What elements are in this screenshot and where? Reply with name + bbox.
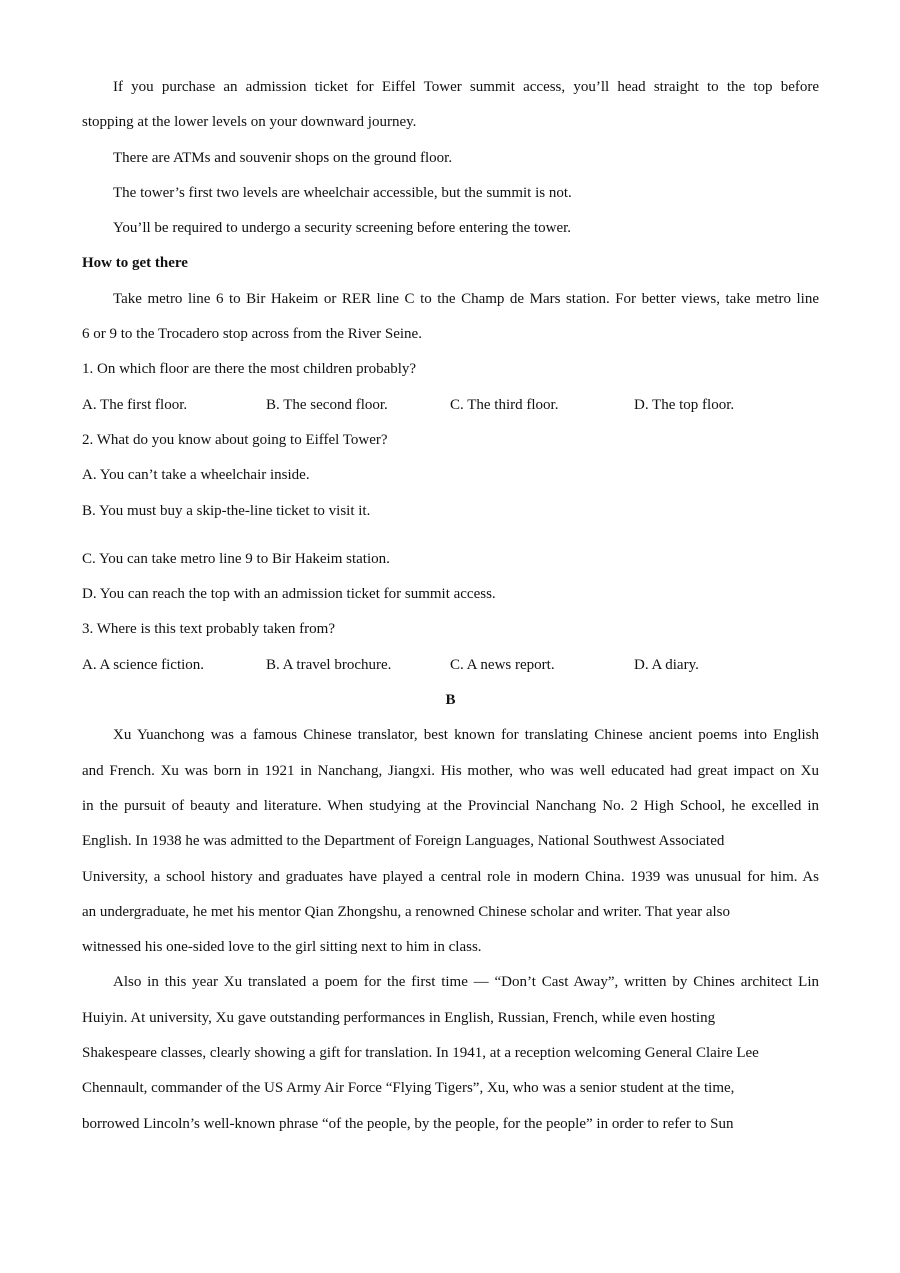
paragraph-line: witnessed his one-sided love to the girl sitting next to him in class. bbox=[82, 939, 482, 956]
paragraph-line: in the pursuit of beauty and literature. When studying at the Provincial Nanchang No. 2 High School, he excelled in bbox=[82, 797, 819, 814]
directions-line: 6 or 9 to the Trocadero stop across from the River Seine. bbox=[82, 326, 422, 343]
directions-line: Take metro line 6 to Bir Hakeim or RER line C to the Champ de Mars station. For better views, take metro line bbox=[113, 290, 819, 307]
option-b: B. You must buy a skip-the-line ticket to visit it. bbox=[82, 502, 371, 519]
passage-label: B bbox=[445, 692, 456, 709]
tip-line: stopping at the lower levels on your downward journey. bbox=[82, 114, 417, 131]
tip-line: You’ll be required to undergo a security screening before entering the tower. bbox=[113, 220, 572, 237]
paragraph-line: and French. Xu was born in 1921 in Nanchang, Jiangxi. His mother, who was well educated had great impact on Xu bbox=[82, 762, 819, 779]
tip-line: If you purchase an admission ticket for Eiffel Tower summit access, you’ll head straight to the top before bbox=[113, 79, 819, 95]
paragraph-line: Xu Yuanchong was a famous Chinese translator, best known for translating Chinese ancient poems into English bbox=[113, 727, 819, 744]
tip-line: The tower’s first two levels are wheelchair accessible, but the summit is not. bbox=[113, 184, 572, 201]
option-a: A. You can’t take a wheelchair inside. bbox=[82, 467, 310, 484]
paragraph-line: borrowed Lincoln’s well-known phrase “of the people, by the people, for the people” in order to refer to Sun bbox=[82, 1115, 734, 1132]
paragraph-line: Shakespeare classes, clearly showing a gift for translation. In 1941, at a reception welcoming General Claire Lee bbox=[82, 1045, 759, 1062]
option-a: A. A science fiction. bbox=[82, 656, 205, 673]
paragraph-line: Huiyin. At university, Xu gave outstanding performances in English, Russian, French, while even hosting bbox=[82, 1009, 716, 1026]
paragraph-line: an undergraduate, he met his mentor Qian Zhongshu, a renowned Chinese scholar and writer. That year also bbox=[82, 903, 731, 920]
question-stem: 3. Where is this text probably taken from? bbox=[82, 621, 335, 638]
option-c: C. The third floor. bbox=[450, 396, 559, 413]
option-c: C. You can take metro line 9 to Bir Hakeim station. bbox=[82, 550, 390, 567]
option-d: D. A diary. bbox=[634, 656, 699, 673]
option-a: A. The first floor. bbox=[82, 396, 188, 413]
question-options bbox=[82, 388, 819, 423]
paragraph-line: English. In 1938 he was admitted to the Department of Foreign Languages, National Southwest Associated bbox=[82, 833, 725, 850]
tip-line: There are ATMs and souvenir shops on the ground floor. bbox=[113, 149, 453, 166]
option-c: C. A news report. bbox=[450, 656, 555, 673]
option-d: D. You can reach the top with an admission ticket for summit access. bbox=[82, 586, 496, 603]
question-stem: 1. On which floor are there the most children probably? bbox=[82, 361, 417, 378]
question-stem: 2. What do you know about going to Eiffel Tower? bbox=[82, 431, 388, 448]
option-d: D. The top floor. bbox=[634, 396, 735, 413]
spacer bbox=[82, 529, 819, 542]
paragraph-line: Also in this year Xu translated a poem for the first time — “Don’t Cast Away”, written by Chines architect Lin bbox=[113, 974, 819, 991]
option-b: B. A travel brochure. bbox=[266, 656, 392, 673]
option-b: B. The second floor. bbox=[266, 396, 388, 413]
document-page bbox=[82, 70, 819, 1142]
paragraph-line: University, a school history and graduates have played a central role in modern China. 1939 was unusual for him. As bbox=[82, 868, 819, 885]
section-heading: How to get there bbox=[82, 255, 188, 272]
paragraph-line: Chennault, commander of the US Army Air Force “Flying Tigers”, Xu, who was a senior student at the time, bbox=[82, 1080, 735, 1097]
question-options bbox=[82, 648, 819, 683]
